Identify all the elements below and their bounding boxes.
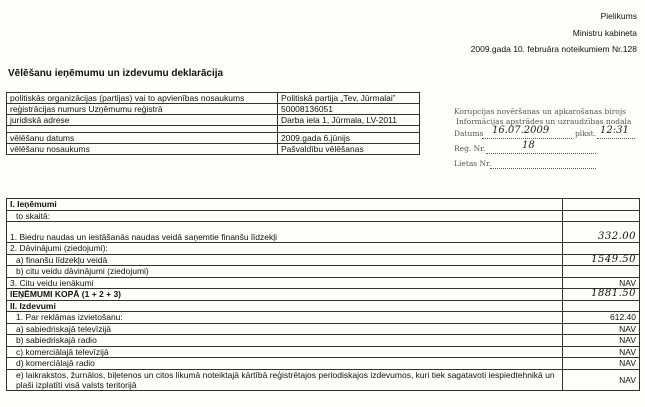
page-title: Vēlēšanu ieņēmumu un izdevumu deklarācija xyxy=(8,68,224,79)
info-value: 50008136051 xyxy=(278,104,420,115)
info-row xyxy=(7,93,420,104)
table-row xyxy=(7,199,640,211)
row-amount: 1549.50 xyxy=(563,254,640,266)
row-amount xyxy=(563,210,640,222)
table-row xyxy=(7,243,640,255)
table-row xyxy=(7,266,640,278)
row-label: b) citu veidu dāvinājumi (ziedojumi) xyxy=(7,266,563,278)
info-label: vēlēšanu datums xyxy=(7,133,278,144)
row-amount xyxy=(563,266,640,278)
row-label: b) sabiedriskajā radio xyxy=(7,335,563,347)
row-label: IEŅĒMUMI KOPĀ (1 + 2 + 3) xyxy=(7,289,563,301)
info-value: Politiskā partija „Tev, Jūrmalai” xyxy=(278,93,420,104)
appendix-label: Pielikums xyxy=(600,11,637,21)
row-amount: NAV xyxy=(563,335,640,347)
table-row xyxy=(7,369,640,390)
table-row xyxy=(7,358,640,370)
row-amount: NAV xyxy=(563,346,640,358)
info-row xyxy=(7,144,420,155)
registration-stamp xyxy=(452,107,642,182)
row-amount: 1881.50 xyxy=(563,289,640,301)
row-label: to skaitā: xyxy=(7,210,563,222)
table-row xyxy=(7,346,640,358)
table-row xyxy=(7,289,640,301)
info-label: vēlēšanu nosaukums xyxy=(7,144,278,155)
info-value: Darba iela 1, Jūrmala, LV-2011 xyxy=(278,115,420,126)
table-row xyxy=(7,335,640,347)
info-row xyxy=(7,104,420,115)
row-label: c) komerciālajā televīzijā xyxy=(7,346,563,358)
row-amount: 332.00 xyxy=(563,222,640,243)
row-amount: 612.40 xyxy=(563,312,640,324)
info-label: reģistrācijas numurs Uzņēmumu reģistrā xyxy=(7,104,278,115)
table-row xyxy=(7,300,640,312)
row-label: a) sabiedriskajā televīzijā xyxy=(7,323,563,335)
row-label: a) finanšu līdzekļu veidā xyxy=(7,254,563,266)
info-row xyxy=(7,115,420,126)
info-value: 2009.gada 6.jūnijs xyxy=(278,133,420,144)
row-amount xyxy=(563,199,640,211)
info-value: Pašvaldību vēlēšanas xyxy=(278,144,420,155)
row-amount: NAV xyxy=(563,277,640,289)
stamp-department: Informācijas apstrādes un uzraudzības nodaļa xyxy=(456,117,632,126)
info-row xyxy=(7,126,420,133)
table-row xyxy=(7,323,640,335)
row-label: 3. Citu veidu ienākumi xyxy=(7,277,563,289)
row-label: I. Ieņēmumi xyxy=(7,199,563,211)
stamp-time-label: plkst. xyxy=(575,129,596,138)
table-row xyxy=(7,254,640,266)
table-row xyxy=(7,210,640,222)
cabinet-label: Ministru kabineta xyxy=(572,28,637,38)
row-label: II. Izdevumi xyxy=(7,300,563,312)
stamp-date-value: 16.07.2009 xyxy=(492,125,550,136)
income-expense-table xyxy=(6,198,640,391)
row-amount: NAV xyxy=(563,369,640,390)
info-label xyxy=(7,126,278,133)
info-label: juridiskā adrese xyxy=(7,115,278,126)
info-label: politiskās organizācijas (partijas) vai to apvienības nosaukums xyxy=(7,93,278,104)
table-row xyxy=(7,222,640,243)
row-amount: NAV xyxy=(563,358,640,370)
row-label: 2. Dāvinājumi (ziedojumi): xyxy=(7,243,563,255)
row-label: e) laikrakstos, žurnālos, biļetenos un citos likumā noteiktajā kārtībā reģistrētajos periodiskajos izdevumos, kuri tiek sagatavoti iespiedtehnikā un plaši izplatīti visā valsts teritorijā xyxy=(7,369,563,390)
stamp-reg-label: Reģ. Nr. xyxy=(454,144,486,153)
row-label: 1. Biedru naudas un iestāšanās naudas veidā saņemtie finanšu līdzekļi xyxy=(7,222,563,243)
row-amount xyxy=(563,243,640,255)
row-label: d) komerciālajā radio xyxy=(7,358,563,370)
stamp-time-value: 12:31 xyxy=(600,125,629,136)
row-amount: NAV xyxy=(563,323,640,335)
table-row xyxy=(7,312,640,324)
stamp-date-label: Datums xyxy=(454,129,484,138)
info-value xyxy=(278,126,420,133)
row-label: 1. Par reklāmas izvietošanu: xyxy=(7,312,563,324)
regulation-label: 2009.gada 10. februāra noteikumiem Nr.128 xyxy=(470,44,637,54)
party-info-table xyxy=(6,92,420,155)
stamp-reg-value: 18 xyxy=(522,140,535,151)
table-row xyxy=(7,277,640,289)
stamp-office: Korupcijas novēršanas un apkarošanas birojs xyxy=(454,107,626,116)
info-row xyxy=(7,133,420,144)
row-amount xyxy=(563,300,640,312)
stamp-case-label: Lietas Nr. xyxy=(454,159,492,168)
